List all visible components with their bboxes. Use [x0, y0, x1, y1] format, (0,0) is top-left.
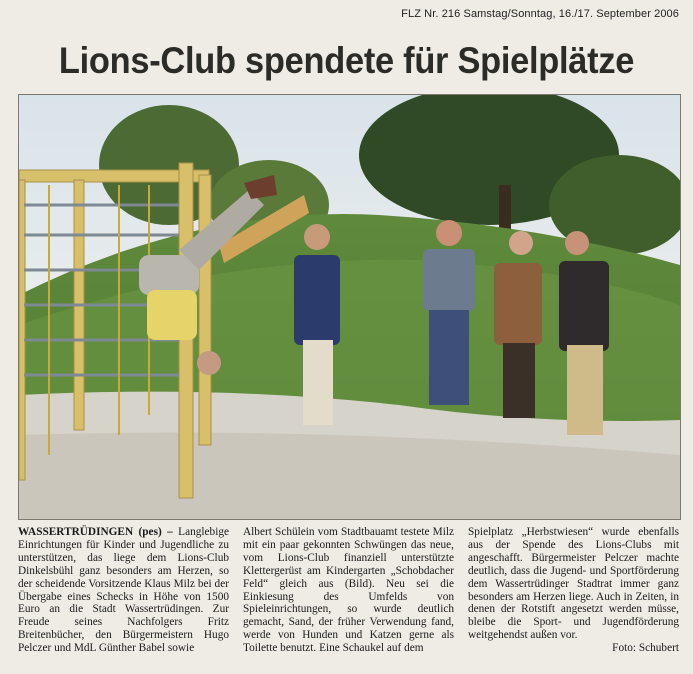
article-text-col1: Langlebige Einrichtungen für Kinder und Jugendliche zu unterstützen, das liege dem Lions-Club Dinkelsbühl ganz besonders am Herzen, so der scheidende Vorsitzende Klaus Milz bei der Übergabe eines Schecks in Höhe von 1500 Euro an die Stadt Wassertrüdingen. Zur Freude seines Nachfolgers Fritz Breitenbücher, den Bürgermeistern Hugo Pelczer und MdL Günther Babel sowie — [18, 526, 229, 655]
article-body — [18, 526, 679, 666]
article-photo — [18, 94, 681, 520]
photo-credit: Foto: Schubert — [612, 642, 679, 655]
article-dateline: WASSERTRÜDINGEN (pes) – — [18, 526, 173, 538]
article-text-col2: Albert Schülein vom Stadtbauamt testete Milz mit ein paar gekonnten Schwüngen das neue, vom Lions-Club finanziell unterstützte Klettergerüst am Kindergarten „Schobdacher Feld“ gleich aus (Bild). Neu sei die Einkiesung des Umfelds von Spieleinrichtungen, so wurde deutlich gemacht, Sand, der früher Verwendung fand, werde von Hunden und Katzen gerne als Toilette benutzt. Eine Schaukel auf dem — [243, 526, 454, 655]
photo-illustration — [19, 95, 680, 519]
article-column-2 — [243, 526, 454, 666]
newspaper-masthead: FLZ Nr. 216 Samstag/Sonntag, 16./17. September 2006 — [401, 8, 679, 20]
article-text-col3: Spielplatz „Herbstwiesen“ wurde ebenfalls aus der Spende des Lions-Clubs mit angeschafft. Bürgermeister Pelczer machte deutlich, dass die Jugend- und Sportförderung dem Wassertrüdinger Stadtrat immer ganz besonders am Herzen liege. Auch in Zeiten, in denen der Rotstift angesetzt werden müsse, bleibe die Sport- und Jugendförderung weitgehendst außen vor. — [468, 526, 679, 642]
article-column-3 — [468, 526, 679, 666]
article-column-1 — [18, 526, 229, 666]
article-headline: Lions-Club spendete für Spielplätze — [58, 40, 635, 81]
